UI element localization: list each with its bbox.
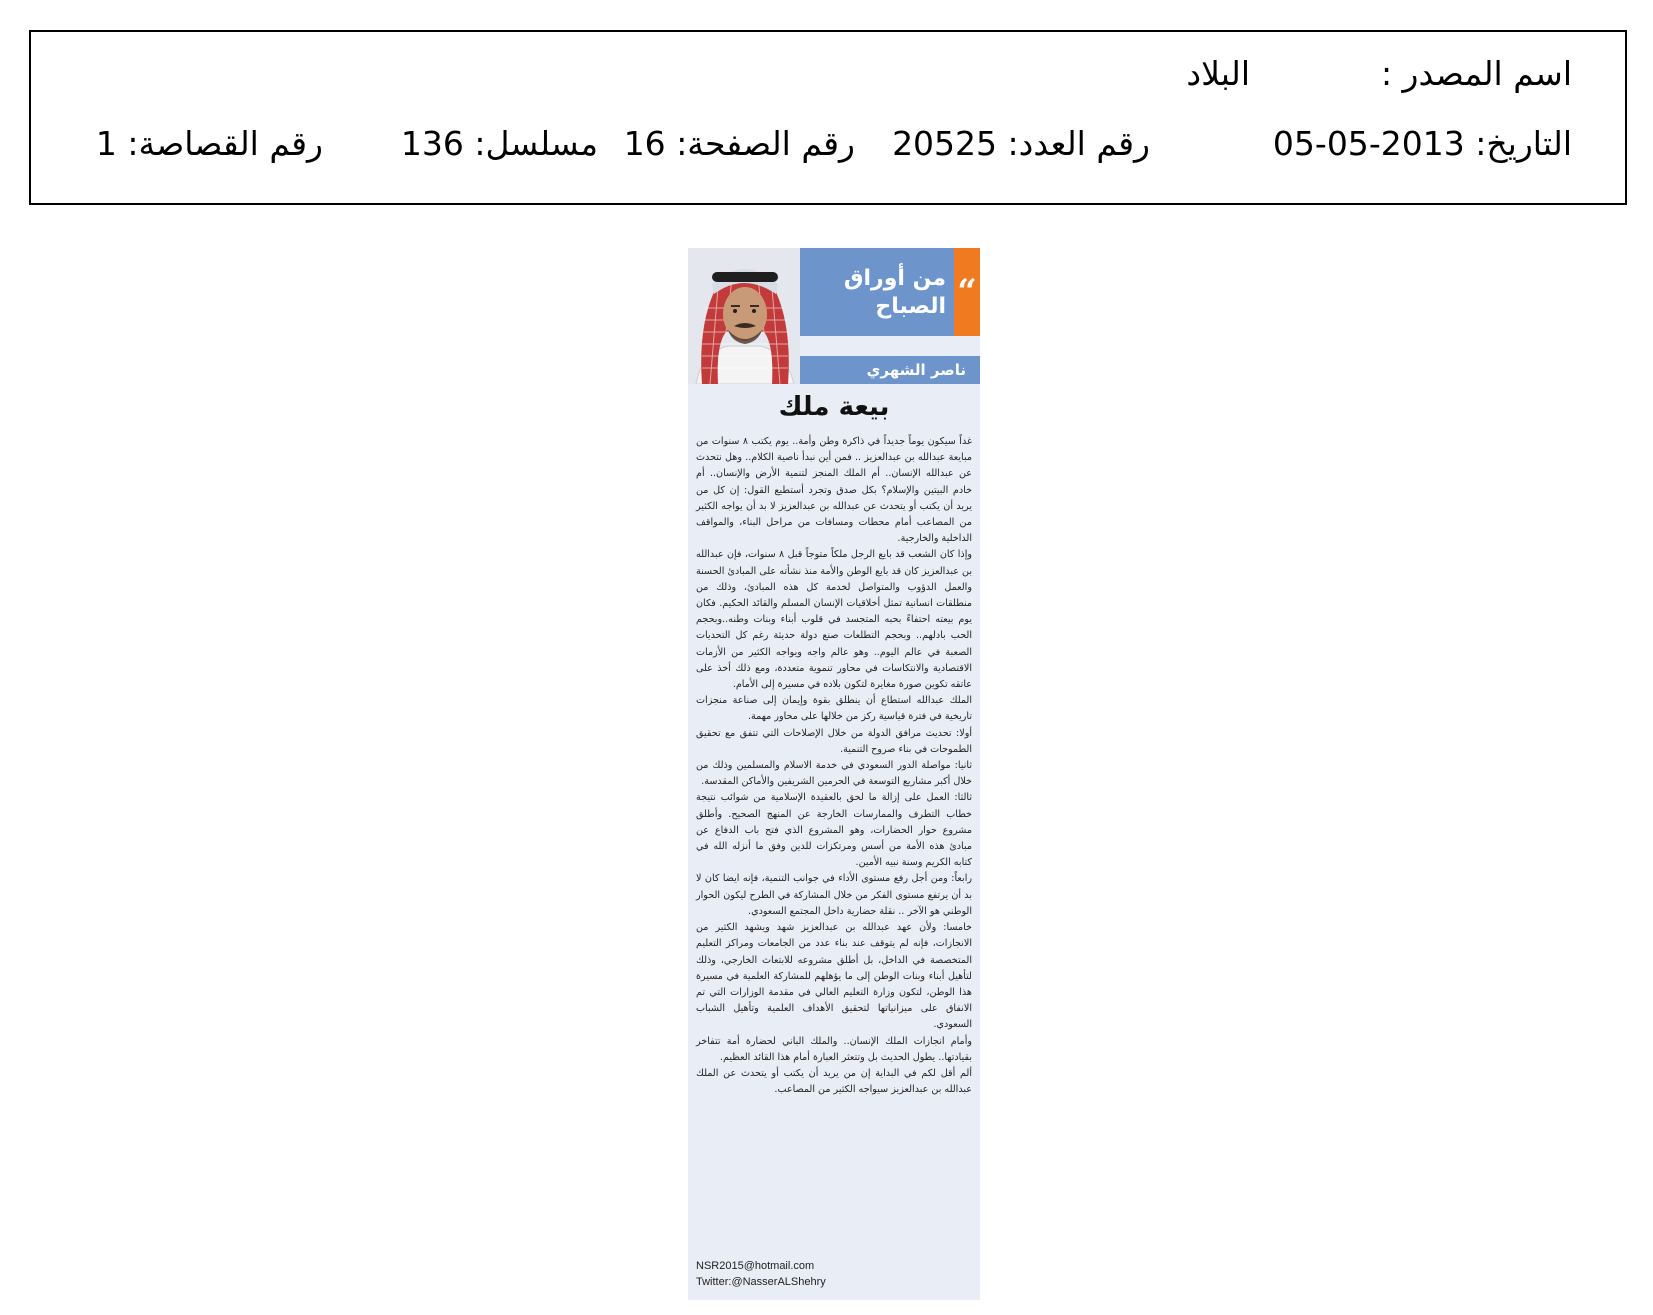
issue-label: رقم العدد: <box>1007 124 1150 163</box>
column-name-line2: الصباح <box>875 294 946 319</box>
article-paragraph: وإذا كان الشعب قد بايع الرجل ملكاً متوجاً قبل ٨ سنوات، فإن عبدالله بن عبدالعزيز كان قد بايع الوطن والأمة منذ نشأته على المبادئ الحسنة والعمل الدؤوب والمتواصل لخدمة كل هذه المبادئ، وذلك من منطلقات انسانية تمثل أخلاقيات الإنسان المسلم والقائد الحكيم. فكان يوم بيعته احتفاءً بحبه المتجسد في قلوب أبناء وبنات وطنه..وبحجم الحب بادلهم.. وبحجم التطلعات صنع دولة حديثة رغم كل التحديات الصعبة في عالم اليوم.. وهو عالم واجه ويواجه الكثير من الأزمات الاقتصادية والانتكاسات في محاور تنموية متعددة، ومع ذلك أخذ على عاتقه تكوين صورة مغايرة لتكون بلاده في مسيرة إلى الأمام. <box>696 549 972 691</box>
author-photo <box>688 248 800 384</box>
article-paragraph: ثانيا: مواصلة الدور السعودي في خدمة الاسلام والمسلمين وذلك من خلال أكبر مشاريع التوسعة في الحرمين الشريفين والأماكن المقدسة. <box>696 760 972 788</box>
article-paragraph: وأمام انجازات الملك الإنسان.. والملك الباني لحضارة أمة تتفاخر بقيادتها.. يطول الحديث بل وتتعثر العبارة أمام هذا القائد العظيم. <box>696 1035 972 1063</box>
article-body <box>696 434 972 1098</box>
serial-value: 136 <box>400 124 464 163</box>
article-title: بيعة ملك <box>778 392 890 422</box>
source-label: اسم المصدر : <box>1380 54 1572 93</box>
issue-value: 20525 <box>892 124 998 163</box>
article-paragraph: أولا: تحديث مرافق الدولة من خلال الإصلاحات التي تتفق مع تحقيق الطموحات في بناء صروح التنمية. <box>696 727 972 755</box>
banner-accent-stripe <box>954 248 980 336</box>
clip-number-label: رقم القصاصة: <box>127 124 323 163</box>
quote-mark-icon: “ <box>957 272 977 312</box>
author-email: NSR2015@hotmail.com <box>696 1260 815 1272</box>
date-value: 2013-05-05 <box>1272 124 1465 163</box>
article-paragraph: خامسا: ولأن عهد عبدالله بن عبدالعزيز شهد ويشهد الكثير من الانجازات، فإنه لم يتوقف عند بناء عدد من الجامعات ومراكز التعليم المتخصصة في الداخل، بل أطلق مشروعه للابتعاث الخارجي، وذلك لتأهيل أبناء وبنات الوطن إلى ما يؤهلهم للمشاركة العلمية في مسيرة هذا الوطن، لتكون وزارة التعليم العالي في مقدمة الوزارات التي تم الانفاق على ميزانياتها لتحقيق الأهداف العلمية وتأهيل الشباب السعودي. <box>696 922 972 1031</box>
author-bar <box>800 356 980 384</box>
author-contact <box>696 1258 826 1290</box>
newspaper-clipping <box>688 248 980 1300</box>
article-paragraph: الملك عبدالله استطاع أن ينطلق بقوة وإيمان إلى صناعة منجزات تاريخية في فترة قياسية ركز من خلالها على محاور مهمة. <box>696 695 972 723</box>
article-paragraph: غداً سيكون يوماً جديداً في ذاكرة وطن وأمة.. يوم يكتب ٨ سنوات من مبايعة عبدالله بن عبدالعزيز .. فمن أين نبدأ ناصية الكلام.. وهل نتحدث عن عبدالله الإنسان.. أم الملك المنجز لتنمية الأرض والإنسان.. أم خادم البيتين والإسلام؟ بكل صدق وتجرد أستطيع القول: إن كل من يريد أن يكتب أو يتحدث عن عبدالله بن عبدالعزيز لا بد أن يواجه الكثير من المصاعب أمام محطات ومسافات من مراحل البناء، والمواقف الداخلية والخارجية. <box>696 436 972 545</box>
clip-number-value: 1 <box>95 124 117 163</box>
column-banner <box>800 248 980 336</box>
clipping-metadata-box <box>29 30 1627 205</box>
serial-label: مسلسل: <box>474 124 598 163</box>
article-paragraph: ثالثا: العمل على إزالة ما لحق بالعقيدة الإسلامية من شوائب نتيجة خطاب التطرف والممارسات الخارجة عن المنهج الصحيح. وأطلق مشروع حوار الحضارات، وهو المشروع الذي فتح باب الدفاع عن مبادئ هذه الأمة من أسس ومرتكزات للدين وفق ما أنزله الله في كتابه الكريم وسنة نبيه الأمين. <box>696 792 972 869</box>
author-name: ناصر الشهري <box>866 361 966 379</box>
serial-field <box>401 124 598 164</box>
author-portrait-icon <box>688 248 800 384</box>
page-label: رقم الصفحة: <box>676 124 855 163</box>
column-name-line1: من أوراق <box>843 266 946 291</box>
issue-field <box>892 124 1150 164</box>
page-value: 16 <box>623 124 666 163</box>
clip-number-field <box>96 124 323 164</box>
source-value: البلاد <box>1186 54 1250 93</box>
date-label: التاريخ: <box>1475 124 1572 163</box>
page-field <box>624 124 855 164</box>
article-paragraph: ألم أقل لكم في البداية إن من يريد أن يكتب أو يتحدث عن الملك عبدالله بن عبدالعزيز سيواجه الكثير من المصاعب. <box>696 1067 972 1096</box>
author-twitter: Twitter:@NasserALShehry <box>696 1276 826 1288</box>
date-field <box>1273 124 1572 164</box>
article-paragraph: رابعاً: ومن أجل رفع مستوى الأداء في جوانب التنمية، فإنه ايضا كان لا بد أن يرتفع مستوى الفكر من خلال المشاركة في الطرح ليكون الحوار الوطني هو الآخر .. نقلة حضارية داخل المجتمع السعودي. <box>696 873 972 917</box>
